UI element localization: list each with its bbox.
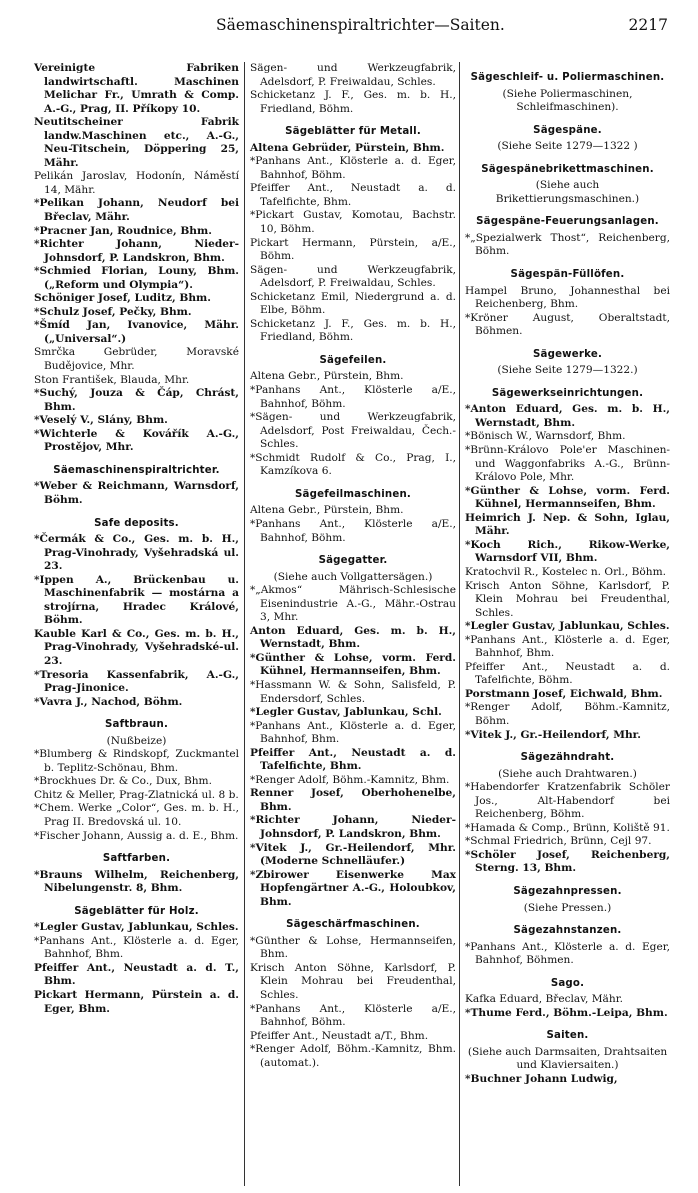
section-heading: Sägespänebrikettmaschinen. <box>481 163 654 175</box>
directory-entry: Schöniger Josef, Luditz, Bhm. <box>34 292 211 305</box>
directory-entry: Vereinigte Fabriken landwirtschaftl. Maschinen Melichar Fr., Umrath & Comp. A.-G., Prag, II. Příkopy 10. <box>34 62 239 115</box>
directory-entry: *Kröner August, Oberaltstadt, Böhmen. <box>465 311 670 338</box>
directory-entry: *Renger Adolf, Böhm.-Kamnitz, Böhm. <box>465 701 670 727</box>
directory-entry: *Habendorfer Kratzenfabrik Schöler Jos., Alt-Habendorf bei Reichenberg, Böhm. <box>465 781 670 821</box>
directory-entry: *Panhans Ant., Klösterle a. d. Eger, Bahnhof, Bhm. <box>250 719 456 746</box>
directory-entry: Ston František, Blauda, Mhr. <box>34 373 190 386</box>
section-heading: Sägeblätter für Metall. <box>285 126 421 138</box>
directory-entry: Pfeiffer Ant., Neustadt a/T., Bhm. <box>250 1029 429 1042</box>
directory-entry: *Günther & Lohse, vorm. Ferd. Kühnel, Hermannseifen, Bhm. <box>465 484 670 511</box>
section-heading: Säemaschinenspiraltrichter. <box>53 464 220 476</box>
section-heading: Sägeschleif- u. Poliermaschinen. <box>470 72 665 83</box>
directory-entry: *Anton Eduard, Ges. m. b. H., Wernstadt, Bhm. <box>465 403 670 429</box>
column-left <box>34 62 239 1016</box>
directory-entry: *„Spezialwerk Thost“, Reichenberg, Böhm. <box>465 231 670 258</box>
directory-entry: Altena Gebr., Pürstein, Bhm. <box>250 370 404 383</box>
directory-entry: Pfeiffer Ant., Neustadt a. d. Tafelfichte, Böhm. <box>465 660 670 687</box>
section-note: (Siehe Pressen.) <box>523 901 612 914</box>
section-heading: Sägewerkseinrichtungen. <box>491 387 644 399</box>
directory-entry: Krisch Anton Söhne, Karlsdorf, P. Klein Mohrau bei Freudenthal, Schles. <box>465 579 670 619</box>
directory-entry: Anton Eduard, Ges. m. b. H., Wernstadt, Bhm. <box>250 624 456 651</box>
section-heading: Sägeblätter für Holz. <box>74 905 199 917</box>
directory-entry: *Zbirower Eisenwerke Max Hopfengärtner A.-G., Holoubkov, Bhm. <box>250 868 456 908</box>
directory-entry: *Brünn-Královo Pole'er Maschinen- und Waggonfabriks A.-G., Brünn-Královo Pole, Mhr. <box>465 444 670 484</box>
directory-entry: *Pickart Gustav, Komotau, Bachstr. 10, Böhm. <box>250 209 456 236</box>
directory-entry: *Schmied Florian, Louny, Bhm. („Reform und Olympia“). <box>34 265 239 291</box>
directory-entry: Hampel Bruno, Johannesthal bei Reichenberg, Bhm. <box>465 284 670 311</box>
directory-entry: *Renger Adolf, Böhm.-Kamnitz, Bhm. <box>250 773 450 786</box>
directory-entry: Porstmann Josef, Eichwald, Bhm. <box>465 687 663 700</box>
directory-entry: Pfeiffer Ant., Neustadt a. d. Tafelfichte, Bhm. <box>250 746 456 773</box>
directory-entry: *Koch Rich., Rikow-Werke, Warnsdorf VII, Bhm. <box>465 538 670 565</box>
directory-entry: *Richter Johann, Nieder-Johnsdorf, P. Landskron, Bhm. <box>250 814 456 840</box>
directory-entry: *Ippen A., Brückenbau u. Maschinenfabrik — mostárna a strojírna, Hradec Králové, Böhm. <box>34 573 239 627</box>
directory-entry: *Schmidt Rudolf & Co., Prag, I., Kamzíkova 6. <box>250 451 456 478</box>
section-note: (Siehe auch Brikettierungsmaschinen.) <box>495 179 640 205</box>
directory-entry: Pickart Hermann, Pürstein, a/E., Böhm. <box>250 236 456 263</box>
section-heading: Sägespän-Füllöfen. <box>510 269 625 281</box>
directory-entry: *Weber & Reichmann, Warnsdorf, Böhm. <box>34 480 239 506</box>
directory-entry: Pickart Hermann, Pürstein a. d. Eger, Bhm. <box>34 989 239 1015</box>
section-heading: Sägeschärfmaschinen. <box>286 919 420 931</box>
directory-entry: *Panhans Ant., Klösterle a/E., Bahnhof, Böhm. <box>250 384 456 410</box>
directory-entry: Krisch Anton Söhne, Karlsdorf, P. Klein Mohrau bei Freudenthal, Schles. <box>250 961 456 1001</box>
directory-entry: Sägen- und Werkzeugfabrik, Adelsdorf, P. Freiwaldau, Schles. <box>250 263 456 290</box>
section-heading: Saftfarben. <box>102 853 171 865</box>
column-divider <box>459 62 460 1186</box>
directory-entry: *Richter Johann, Nieder-Johnsdorf, P. Landskron, Bhm. <box>34 238 239 264</box>
directory-entry: *Brauns Wilhelm, Reichenberg, Nibelungenstr. 8, Bhm. <box>34 868 239 895</box>
running-title: Säemaschinenspiraltrichter—Saiten. <box>216 16 505 34</box>
section-note: (Siehe Seite 1279—1322 ) <box>497 140 638 153</box>
directory-entry: *Schöler Josef, Reichenberg, Sterng. 13, Bhm. <box>465 848 670 875</box>
directory-entry: Chitz & Meller, Prag-Zlatnická ul. 8 b. <box>34 788 239 801</box>
directory-entry: Altena Gebrüder, Pürstein, Bhm. <box>250 141 445 154</box>
directory-entry: *Hamada & Comp., Brünn, Koliště 91. <box>465 821 670 834</box>
directory-entry: Neutitscheiner Fabrik landw.Maschinen etc., A.-G., Neu-Titschein, Döppering 25, Mähr. <box>34 116 239 169</box>
directory-entry: *Legler Gustav, Jablunkau, Schles. <box>34 921 239 934</box>
column-middle <box>250 62 456 1070</box>
directory-entry: *Panhans Ant., Klösterle a. d. Eger, Bahnhof, Böhm. <box>250 155 456 181</box>
directory-entry: *Vavra J., Nachod, Böhm. <box>34 695 183 708</box>
directory-entry: Kafka Eduard, Břeclav, Mähr. <box>465 993 623 1006</box>
directory-entry: *Schulz Josef, Pečky, Bhm. <box>34 305 192 318</box>
directory-entry: Altena Gebr., Pürstein, Bhm. <box>250 504 404 517</box>
directory-entry: *Panhans Ant., Klösterle a. d. Eger, Bahnhof, Böhmen. <box>465 940 670 967</box>
section-heading: Sägefeilmaschinen. <box>295 488 411 500</box>
section-heading: Sägegatter. <box>318 555 388 567</box>
directory-entry: *Bönisch W., Warnsdorf, Bhm. <box>465 430 626 443</box>
section-note: (Siehe auch Drahtwaren.) <box>498 767 637 780</box>
directory-entry: *„Akmos“ Mährisch-Schlesische Eisenindustrie A.-G., Mähr.-Ostrau 3, Mhr. <box>250 584 456 624</box>
section-heading: Sägewerke. <box>532 348 603 360</box>
directory-entry: Renner Josef, Oberhohenelbe, Bhm. <box>250 787 456 813</box>
directory-entry: *Schmal Friedrich, Brünn, Cejl 97. <box>465 835 652 848</box>
directory-entry: *Pracner Jan, Roudnice, Bhm. <box>34 224 212 237</box>
section-note: (Nußbeize) <box>106 734 167 747</box>
section-heading: Sägefeilen. <box>319 354 387 366</box>
section-heading: Sägespäne-Feuerungsanlagen. <box>476 216 659 228</box>
directory-entry: Kratochvil R., Kostelec n. Orl., Böhm. <box>465 565 667 578</box>
directory-entry: *Tresoria Kassenfabrik, A.-G., Prag-Jinonice. <box>34 668 239 695</box>
directory-entry: *Veselý V., Slány, Bhm. <box>34 414 168 427</box>
directory-entry: *Čermák & Co., Ges. m. b. H., Prag-Vinohrady, Vyšehradská ul. 23. <box>34 533 239 573</box>
directory-entry: *Pelikan Johann, Neudorf bei Břeclav, Mähr. <box>34 197 239 224</box>
directory-entry: Schicketanz J. F., Ges. m. b. H., Friedland, Böhm. <box>250 317 456 344</box>
directory-entry: *Vitek J., Gr.-Heilendorf, Mhr. <box>465 728 641 741</box>
directory-entry: *Panhans Ant., Klösterle a. d. Eger, Bahnhof, Bhm. <box>465 633 670 660</box>
directory-entry: *Panhans Ant., Klösterle a/E., Bahnhof, Böhm. <box>250 1002 456 1029</box>
directory-entry: *Panhans Ant., Klösterle a/E., Bahnhof, Böhm. <box>250 517 456 544</box>
column-divider <box>244 62 245 1186</box>
directory-entry: *Panhans Ant., Klösterle a. d. Eger, Bahnhof, Bhm. <box>34 934 239 961</box>
directory-entry: *Šmíd Jan, Ivanovice, Mähr. („Universal“.) <box>34 319 239 345</box>
section-note: (Siehe Poliermaschinen, Schleifmaschinen). <box>502 87 633 114</box>
directory-entry: *Chem. Werke „Color“, Ges. m. b. H., Prag II. Bredovská ul. 10. <box>34 802 239 828</box>
directory-entry: *Suchý, Jouza & Čáp, Chrást, Bhm. <box>34 387 239 413</box>
section-heading: Sägezahnpressen. <box>513 885 622 897</box>
section-note: (Siehe auch Vollgattersägen.) <box>273 570 433 583</box>
directory-entry: Pelikán Jaroslav, Hodonín, Náměstí 14, Mähr. <box>34 170 239 196</box>
directory-entry: *Günther & Lohse, Hermannseifen, Bhm. <box>250 934 456 961</box>
directory-entry: Schicketanz J. F., Ges. m. b. H., Friedland, Böhm. <box>250 89 456 115</box>
section-heading: Sägespäne. <box>533 124 602 136</box>
directory-entry: *Sägen- und Werkzeugfabrik, Adelsdorf, Post Freiwaldau, Čech.-Schles. <box>250 411 456 451</box>
directory-entry: Pfeiffer Ant., Neustadt a. d. T., Bhm. <box>34 961 239 988</box>
section-note: (Siehe auch Darmsaiten, Drahtsaiten und Klaviersaiten.) <box>467 1045 668 1072</box>
section-heading: Safe deposits. <box>94 517 179 529</box>
page-header <box>0 16 698 42</box>
directory-entry: *Blumberg & Rindskopf, Zuckmantel b. Teplitz-Schönau, Bhm. <box>34 748 239 774</box>
directory-entry: Sägen- und Werkzeugfabrik, Adelsdorf, P. Freiwaldau, Schles. <box>250 62 456 88</box>
column-right <box>465 62 670 1087</box>
directory-entry: *Legler Gustav, Jablunkau, Schl. <box>250 706 442 719</box>
section-heading: Sago. <box>550 977 585 989</box>
directory-entry: Smrčka Gebrüder, Moravské Budějovice, Mhr. <box>34 346 239 373</box>
section-heading: Saftbraun. <box>104 719 169 731</box>
directory-entry: Kauble Karl & Co., Ges. m. b. H., Prag-Vinohrady, Vyšehradské-ul. 23. <box>34 627 239 667</box>
directory-entry: Heimrich J. Nep. & Sohn, Iglau, Mähr. <box>465 511 670 538</box>
section-heading: Saiten. <box>546 1030 589 1042</box>
directory-entry: *Hassmann W. & Sohn, Salisfeld, P. Endersdorf, Schles. <box>250 678 456 705</box>
directory-entry: *Vitek J., Gr.-Heilendorf, Mhr. (Moderne Schnelläufer.) <box>250 841 456 868</box>
directory-entry: Pfeiffer Ant., Neustadt a. d. Tafelfichte, Bhm. <box>250 182 456 208</box>
directory-entry: Schicketanz Emil, Niedergrund a. d. Elbe, Böhm. <box>250 290 456 317</box>
directory-entry: *Renger Adolf, Böhm.-Kamnitz, Bhm. (automat.). <box>250 1043 456 1069</box>
section-heading: Sägezähndraht. <box>520 752 615 764</box>
directory-entry: *Buchner Johann Ludwig, <box>465 1073 618 1085</box>
directory-entry: *Thume Ferd., Böhm.-Leipa, Bhm. <box>465 1006 668 1019</box>
directory-entry: *Legler Gustav, Jablunkau, Schles. <box>465 620 670 633</box>
directory-entry: *Brockhues Dr. & Co., Dux, Bhm. <box>34 775 212 788</box>
directory-entry: *Günther & Lohse, vorm. Ferd. Kühnel, Hermannseifen, Bhm. <box>250 651 456 678</box>
section-note: (Siehe Seite 1279—1322.) <box>497 364 638 377</box>
directory-entry: *Wichterle & Kovářík A.-G., Prostějov, Mhr. <box>34 427 239 454</box>
page-number: 2217 <box>628 16 668 34</box>
section-heading: Sägezahnstanzen. <box>513 925 622 937</box>
directory-entry: *Fischer Johann, Aussig a. d. E., Bhm. <box>34 829 239 842</box>
